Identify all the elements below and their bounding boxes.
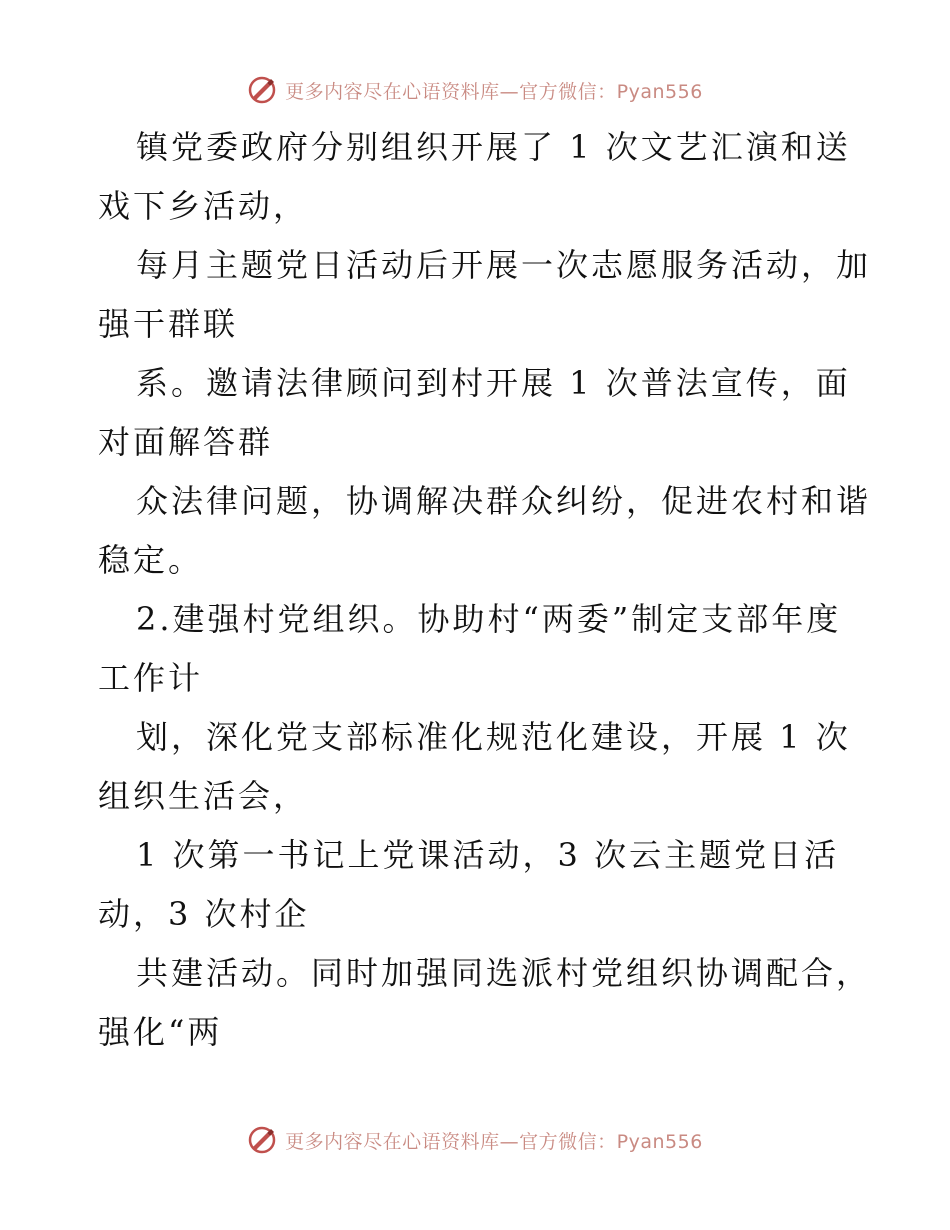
paragraph-line: 对面解答群: [98, 423, 274, 461]
paragraph-line: 划，深化党支部标准化规范化建设，开展 1 次: [136, 718, 851, 756]
paragraph-line: 动，3 次村企: [98, 895, 310, 933]
paragraph-line: 强干群联: [98, 305, 239, 343]
document-body: [98, 118, 872, 1062]
paragraph-line: 稳定。: [98, 541, 204, 579]
paragraph-line: 系。邀请法律顾问到村开展 1 次普法宣传，面: [136, 364, 851, 402]
footer-watermark: [0, 1120, 950, 1160]
header-watermark: [0, 70, 950, 110]
pen-logo-icon: [247, 1125, 277, 1155]
paragraph-line: 强化“两: [98, 1013, 223, 1051]
paragraph-line: 每月主题党日活动后开展一次志愿服务活动，加: [136, 246, 872, 284]
paragraph-line: 工作计: [98, 659, 204, 697]
paragraph-line: 1 次第一书记上党课活动，3 次云主题党日活: [136, 836, 840, 874]
paragraph-line: 戏下乡活动，: [98, 187, 309, 225]
paragraph-line: 共建活动。同时加强同选派村党组织协调配合，: [136, 954, 872, 992]
watermark-text: 更多内容尽在心语资料库—官方微信：Pyan556: [285, 1130, 703, 1153]
paragraph-line: 2.建强村党组织。协助村“两委”制定支部年度: [136, 600, 842, 638]
paragraph-line: 组织生活会，: [98, 777, 309, 815]
pen-logo-icon: [247, 75, 277, 105]
paragraph-line: 镇党委政府分别组织开展了 1 次文艺汇演和送: [136, 128, 851, 166]
watermark-text: 更多内容尽在心语资料库—官方微信：Pyan556: [285, 80, 703, 103]
paragraph-line: 众法律问题，协调解决群众纠纷，促进农村和谐: [136, 482, 872, 520]
